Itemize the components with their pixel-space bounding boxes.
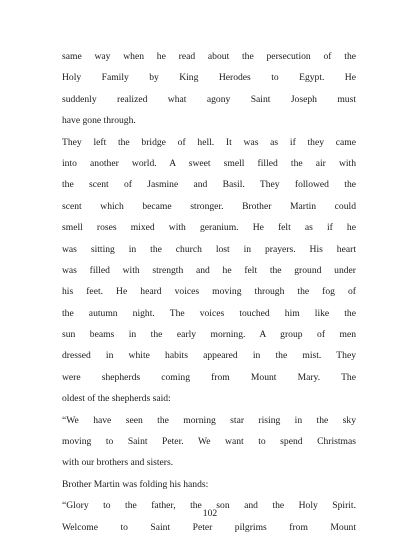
body-text <box>62 46 356 538</box>
text-line: “We have seen the morning star rising in the sky <box>62 414 356 426</box>
text-line: dressed in white habits appeared in the mist. They <box>62 350 356 362</box>
text-line: scent which became stronger. Brother Martin could <box>62 200 356 212</box>
text-line: They left the bridge of hell. It was as if they came <box>62 136 356 148</box>
text-line: was sitting in the church lost in prayers. His heart <box>62 243 356 255</box>
text-line: into another world. A sweet smell filled the air with <box>62 157 356 169</box>
text-line: Holy Family by King Herodes to Egypt. He <box>62 72 356 84</box>
text-line: moving to Saint Peter. We want to spend Christmas <box>62 436 356 448</box>
text-line: oldest of the shepherds said: <box>62 393 171 405</box>
text-line: Welcome to Saint Peter pilgrims from Mount <box>62 521 356 533</box>
text-line: sun beams in the early morning. A group of men <box>62 329 356 341</box>
text-line: suddenly realized what agony Saint Joseph must <box>62 93 356 105</box>
page-number: 102 <box>202 508 218 519</box>
text-line: have gone through. <box>62 115 136 127</box>
text-line: smell roses mixed with geranium. He felt as if he <box>62 222 356 234</box>
text-line: the autumn night. The voices touched him like the <box>62 307 356 319</box>
text-line: were shepherds coming from Mount Mary. The <box>62 371 356 383</box>
text-line: “Glory to the father, the son and the Holy Spirit. <box>62 500 356 512</box>
text-line: his feet. He heard voices moving through the fog of <box>62 286 356 298</box>
text-line: same way when he read about the persecution of the <box>62 51 356 62</box>
text-line: the scent of Jasmine and Basil. They followed the <box>62 179 356 191</box>
text-line: was filled with strength and he felt the ground under <box>62 264 356 276</box>
text-line: Brother Martin was folding his hands: <box>62 478 209 490</box>
text-line: with our brothers and sisters. <box>62 457 174 469</box>
